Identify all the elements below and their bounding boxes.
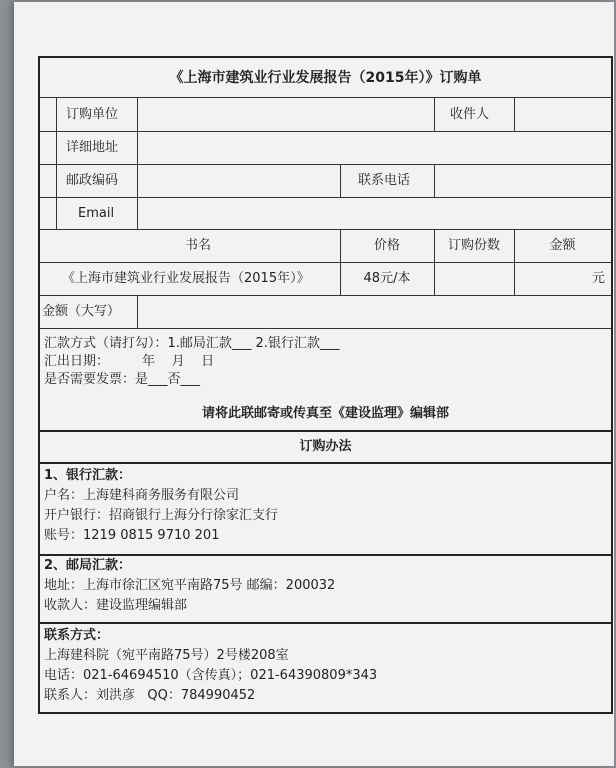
- form-title: 《上海市建筑业行业发展报告（2015年）》订购单: [169, 70, 482, 86]
- payment-date: 汇出日期： 年 月 日: [44, 354, 215, 369]
- recipient-label: 收件人: [450, 107, 490, 122]
- book-name: 《上海市建筑业行业发展报告（2015年）》: [62, 271, 310, 286]
- contact-address: 上海建科院（宛平南路75号）2号楼208室: [44, 648, 289, 663]
- postcode-label: 邮政编码: [66, 173, 119, 188]
- bank-title: 1、银行汇款：: [44, 468, 132, 483]
- book-price: 48元/本: [363, 271, 411, 286]
- phone-label: 联系电话: [358, 173, 411, 188]
- methods-title: 订购办法: [299, 439, 352, 454]
- paper-sheet: [14, 2, 614, 766]
- mail-note: 请将此联邮寄或传真至《建设监理》编辑部: [201, 406, 449, 421]
- post-receiver: 收款人：建设监理编辑部: [44, 598, 188, 613]
- contact-title: 联系方式：: [44, 628, 110, 643]
- orderer-label: 订购单位: [66, 107, 119, 122]
- contact-person: 联系人：刘洪彦 QQ：784990452: [44, 688, 256, 703]
- order-form: [38, 56, 613, 714]
- email-label: Email: [78, 206, 115, 221]
- bank-branch: 开户银行：招商银行上海分行徐家汇支行: [44, 508, 279, 523]
- header-amount: 金额: [549, 238, 576, 253]
- bank-account-name: 户名：上海建科商务服务有限公司: [44, 488, 240, 503]
- payment-method: 汇款方式（请打勾）：1.邮局汇款___ 2.银行汇款___: [44, 336, 340, 351]
- address-label: 详细地址: [66, 140, 119, 155]
- amount-unit: 元: [592, 271, 606, 286]
- amount-words-label: 金额（大写）: [42, 304, 121, 319]
- post-address: 地址：上海市徐汇区宛平南路75号 邮编：200032: [44, 578, 336, 593]
- bank-account-number: 账号：1219 0815 9710 201: [44, 528, 220, 543]
- post-title: 2、邮局汇款：: [44, 558, 132, 573]
- header-price: 价格: [373, 238, 400, 253]
- header-copies: 订购份数: [447, 238, 500, 253]
- invoice-choice: 是否需要发票：是___否___: [44, 372, 201, 387]
- header-book: 书名: [184, 238, 211, 253]
- contact-phone: 电话：021-64694510（含传真）；021-64390809*343: [44, 668, 378, 683]
